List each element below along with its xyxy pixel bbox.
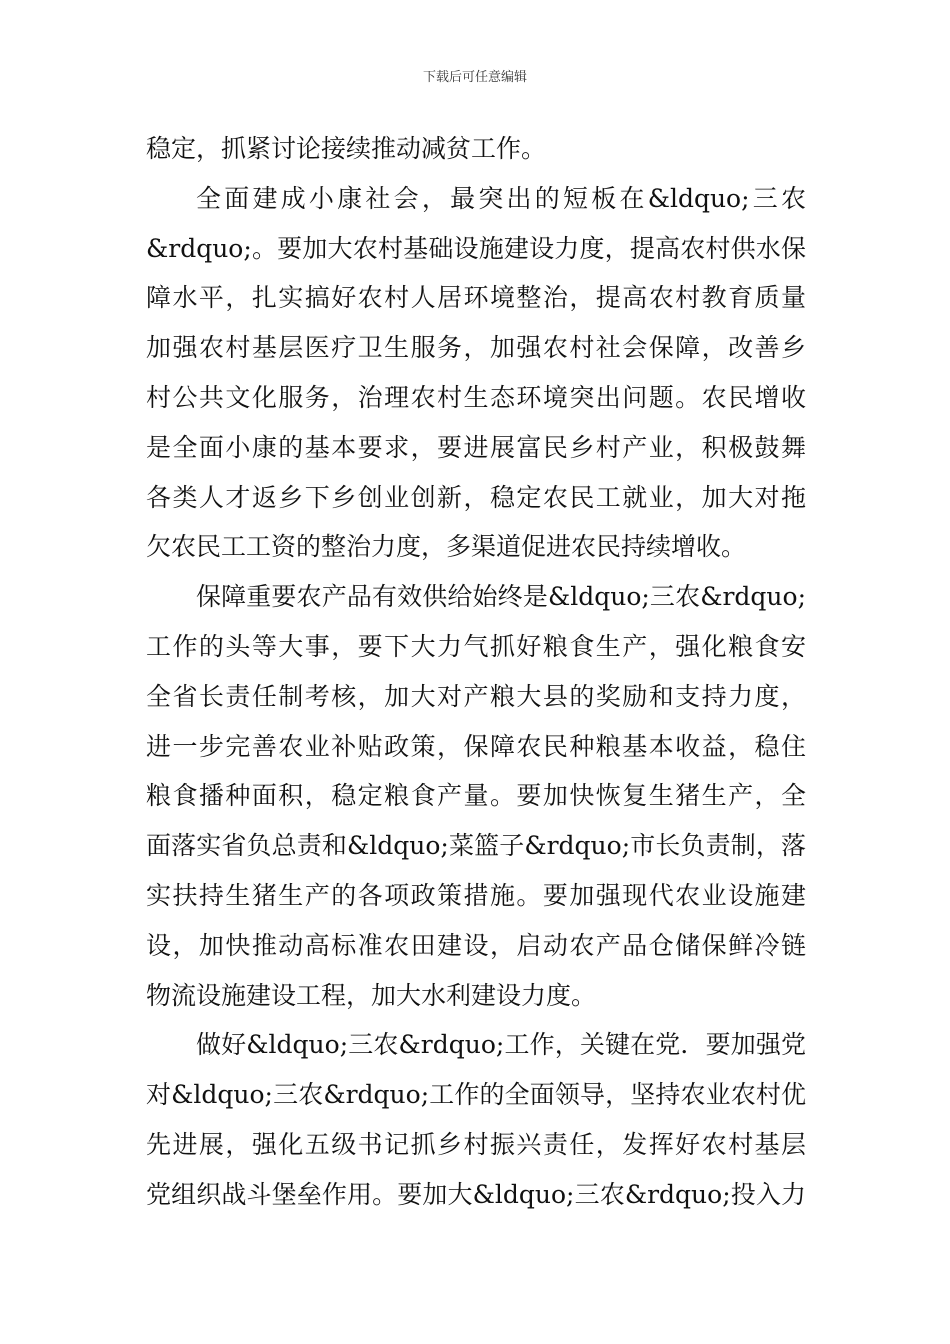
text-line: 工作的头等大事，要下大力气抓好粮食生产，强化粮食安: [146, 631, 806, 661]
text-line: 做好&ldquo;三农&rdquo;工作，关键在党．要加强党: [196, 1030, 806, 1060]
text-line: 设，加快推动高标准农田建设，启动农产品仓储保鲜冷链: [146, 930, 806, 960]
text-line: 障水平，扎实搞好农村人居环境整治，提高农村教育质量: [146, 283, 806, 313]
text-line: 全省长责任制考核，加大对产粮大县的奖励和支持力度，: [146, 681, 806, 711]
paragraph-2: [146, 174, 806, 572]
text-line: 先进展，强化五级书记抓乡村振兴责任，发挥好农村基层: [146, 1129, 806, 1159]
text-line: 粮食播种面积，稳定粮食产量。要加快恢复生猪生产，全: [146, 781, 806, 811]
paragraph-4: [146, 1020, 806, 1219]
paragraph-3: [146, 572, 806, 1020]
text-line: 实扶持生猪生产的各项政策措施。要加强现代农业设施建: [146, 880, 806, 910]
paragraph-1: [146, 124, 806, 174]
text-line: 面落实省负总责和&ldquo;菜篮子&rdquo;市长负责制，落: [146, 831, 806, 861]
text-line: 加强农村基层医疗卫生服务，加强农村社会保障，改善乡: [146, 333, 806, 363]
text-line: 各类人才返乡下乡创业创新，稳定农民工就业，加大对拖: [146, 482, 806, 512]
text-line: 保障重要农产品有效供给始终是&ldquo;三农&rdquo;: [196, 582, 806, 612]
text-line: 物流设施建设工程，加大水利建设力度。: [146, 980, 597, 1010]
text-line: 全面建成小康社会，最突出的短板在&ldquo;三农: [196, 183, 806, 213]
text-line: 村公共文化服务，治理农村生态环境突出问题。农民增收: [146, 382, 806, 412]
text-line: 党组织战斗堡垒作用。要加大&ldquo;三农&rdquo;投入力: [146, 1179, 806, 1209]
text-line: 进一步完善农业补贴政策，保障农民种粮基本收益，稳住: [146, 731, 806, 761]
text-line: 欠农民工工资的整治力度，多渠道促进农民持续增收。: [146, 532, 747, 562]
text-line: 是全面小康的基本要求，要进展富民乡村产业，积极鼓舞: [146, 432, 806, 462]
page-header: 下载后可任意编辑: [422, 70, 527, 85]
text-line: 稳定，抓紧讨论接续推动减贫工作。: [146, 134, 547, 163]
document-body: [146, 124, 806, 1220]
text-line: 对&ldquo;三农&rdquo;工作的全面领导，坚持农业农村优: [146, 1080, 806, 1110]
text-line: &rdquo;。要加大农村基础设施建设力度，提高农村供水保: [146, 233, 806, 263]
